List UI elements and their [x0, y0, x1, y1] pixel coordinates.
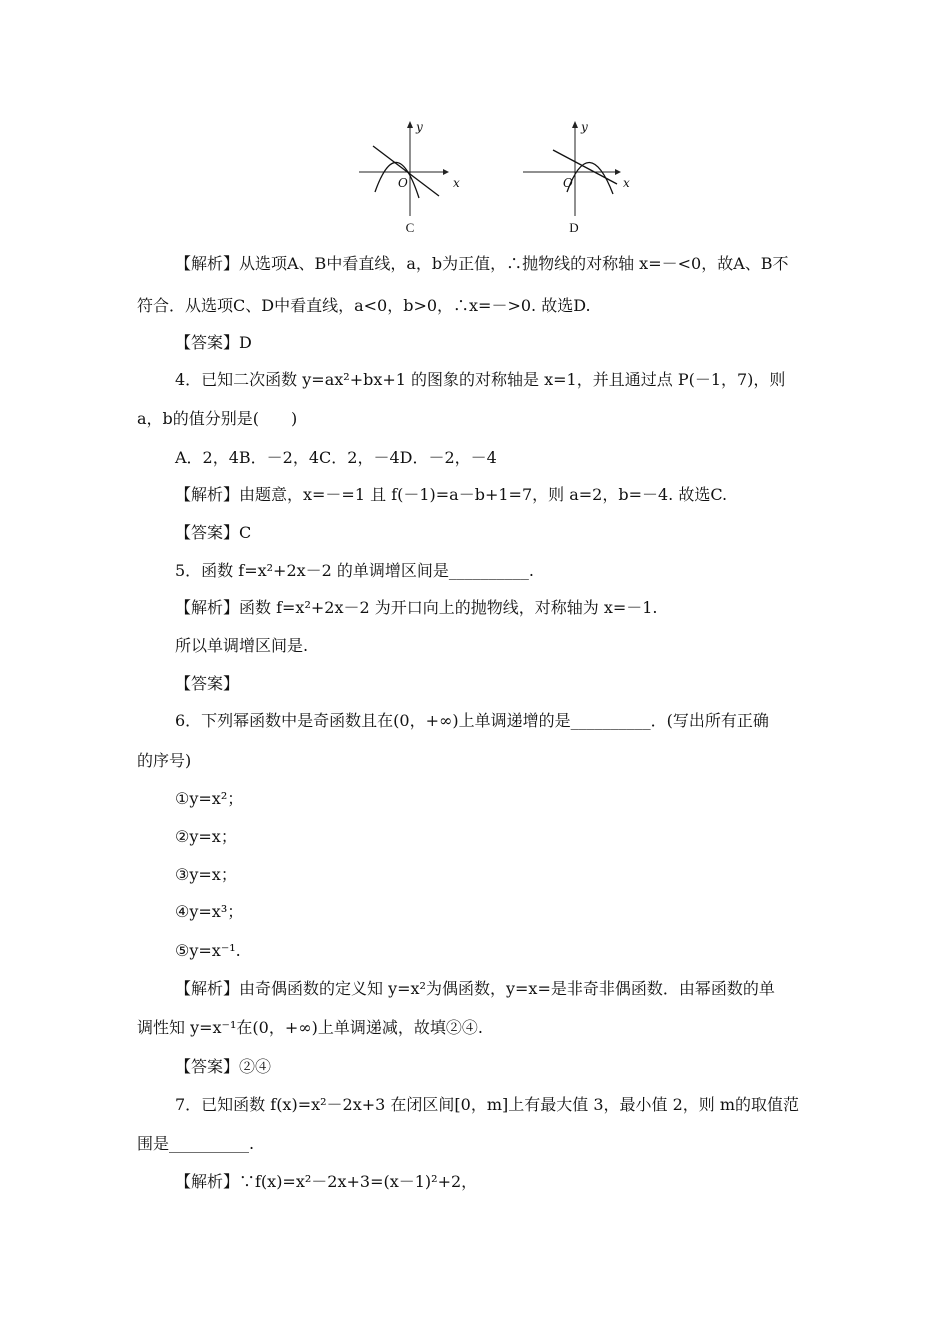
axis-y-label-c: y	[416, 120, 423, 134]
text-line-9: 5．函数 f=x²+2x－2 的单调增区间是__________.	[175, 561, 534, 580]
origin-label-d: O	[563, 176, 573, 190]
text-line-10: 【解析】函数 f=x²+2x－2 为开口向上的抛物线，对称轴为 x=－1.	[175, 598, 658, 617]
graph-c	[355, 118, 465, 218]
answer-figures	[355, 118, 635, 240]
text-line-15: ①y=x²；	[175, 789, 244, 808]
figure-c	[355, 118, 465, 240]
text-line-6: A．2，4B．－2，4C．2，－4D．－2，－4	[175, 448, 497, 467]
origin-label-c: O	[398, 176, 408, 190]
text-line-20: 【解析】由奇偶函数的定义知 y=x²为偶函数，y=x=是非奇非偶函数．由幂函数的单	[175, 979, 775, 998]
text-line-8: 【答案】C	[175, 523, 252, 542]
text-line-23: 7．已知函数 f(x)=x²－2x+3 在闭区间[0，m]上有最大值 3，最小值 2，则 m的取值范	[175, 1095, 800, 1114]
text-line-1: 【解析】从选项A、B中看直线，a，b为正值，∴抛物线的对称轴 x=－<0，故A、B不	[175, 254, 789, 273]
text-line-2: 符合．从选项C、D中看直线，a<0，b>0，∴x=－>0. 故选D.	[137, 296, 591, 315]
text-line-17: ③y=x；	[175, 865, 237, 884]
graph-d	[519, 118, 629, 218]
text-line-7: 【解析】由题意，x=－=1 且 f(－1)=a－b+1=7，则 a=2，b=－4. 故选C.	[175, 485, 728, 504]
axis-x-label-c: x	[453, 176, 460, 190]
text-line-22: 【答案】②④	[175, 1057, 272, 1076]
text-line-12: 【答案】	[175, 674, 240, 693]
figure-d-label: D	[569, 220, 579, 235]
text-line-14: 的序号)	[137, 751, 192, 770]
figure-c-label: C	[405, 220, 415, 235]
axis-y-label-d: y	[581, 120, 588, 134]
figure-d	[519, 118, 629, 240]
text-line-13: 6．下列幂函数中是奇函数且在(0，+∞)上单调递增的是__________．(写出所有正确	[175, 711, 769, 730]
text-line-24: 围是__________.	[137, 1134, 255, 1153]
text-line-21: 调性知 y=x⁻¹在(0，+∞)上单调递减，故填②④.	[137, 1018, 483, 1037]
text-line-16: ②y=x；	[175, 827, 237, 846]
text-line-5: a，b的值分别是( )	[137, 409, 298, 428]
text-line-19: ⑤y=x⁻¹.	[175, 941, 241, 960]
text-line-11: 所以单调增区间是.	[175, 636, 309, 655]
text-line-18: ④y=x³；	[175, 902, 244, 921]
text-line-4: 4．已知二次函数 y=ax²+bx+1 的图象的对称轴是 x=1，并且通过点 P(－1，7)，则	[175, 370, 786, 389]
text-line-3: 【答案】D	[175, 333, 252, 352]
axis-x-label-d: x	[623, 176, 630, 190]
text-line-25: 【解析】∵f(x)=x²－2x+3=(x－1)²+2，	[175, 1172, 478, 1191]
